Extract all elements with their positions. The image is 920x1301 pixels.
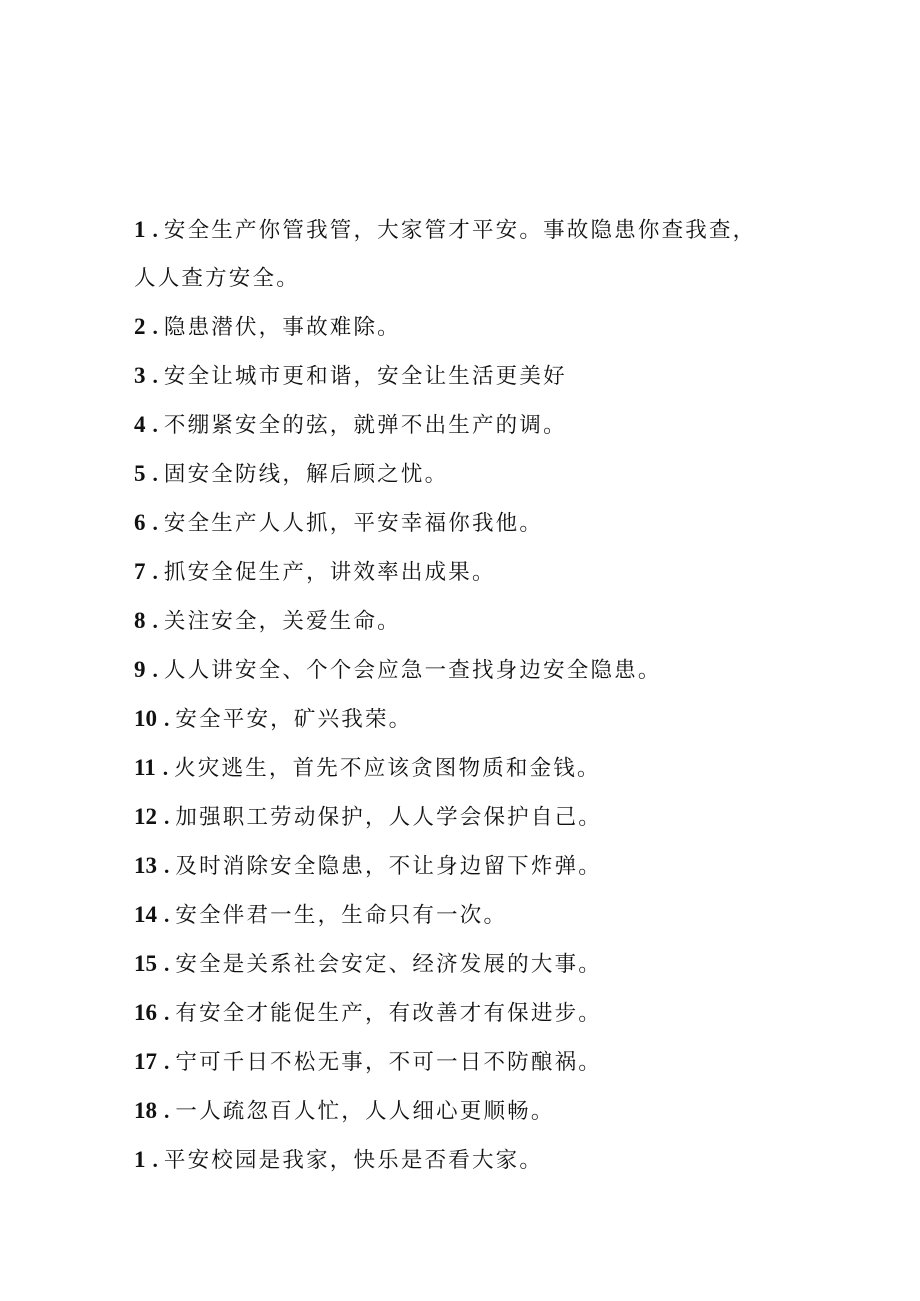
- list-item: [134, 793, 834, 842]
- item-number: 11: [134, 755, 156, 780]
- item-separator: .: [152, 1148, 158, 1172]
- item-text: 加强职工劳动保护，人人学会保护自己。: [175, 805, 602, 830]
- item-text: 平安校园是我家，快乐是否看大家。: [163, 1148, 544, 1173]
- list-item: [134, 989, 834, 1038]
- item-number: 2: [134, 314, 146, 339]
- item-number: 4: [134, 412, 146, 437]
- item-separator: .: [152, 364, 158, 388]
- item-text: 安全平安，矿兴我荣。: [175, 707, 413, 732]
- item-text: 关注安全，关爱生命。: [163, 609, 401, 634]
- list-item: [134, 695, 834, 744]
- item-text: 安全是关系社会安定、经济发展的大事。: [175, 952, 602, 977]
- item-number: 18: [134, 1098, 157, 1123]
- item-separator: .: [164, 1099, 170, 1123]
- slogan-list: [134, 206, 834, 1185]
- list-item: [134, 352, 834, 401]
- list-item: [134, 597, 834, 646]
- item-number: 5: [134, 461, 146, 486]
- list-item: [134, 940, 834, 989]
- item-separator: .: [152, 658, 158, 682]
- item-number: 9: [134, 657, 146, 682]
- item-number: 7: [134, 559, 146, 584]
- item-text: 有安全才能促生产，有改善才有保进步。: [175, 1001, 602, 1026]
- item-separator: .: [164, 1050, 170, 1074]
- list-item: [134, 646, 834, 695]
- item-text: 火灾逃生，首先不应该贪图物质和金钱。: [174, 756, 601, 781]
- item-number: 10: [134, 706, 157, 731]
- item-separator: .: [152, 413, 158, 437]
- item-separator: .: [164, 952, 170, 976]
- item-number: 1: [134, 1147, 146, 1172]
- list-item: [134, 548, 834, 597]
- list-item: [134, 1087, 834, 1136]
- item-text: 隐患潜伏，事故难除。: [163, 315, 401, 340]
- item-number: 17: [134, 1049, 157, 1074]
- item-text: 安全生产人人抓，平安幸福你我他。: [163, 511, 544, 536]
- list-item: [134, 206, 834, 303]
- item-text: 安全让城市更和谐，安全让生活更美好: [163, 364, 567, 389]
- list-item: [134, 1136, 834, 1185]
- item-text: 安全生产你管我管，大家管才平安。事故隐患你查我查，: [163, 218, 757, 243]
- item-number: 15: [134, 951, 157, 976]
- item-text: 及时消除安全隐患，不让身边留下炸弹。: [175, 854, 602, 879]
- item-separator: .: [152, 315, 158, 339]
- item-separator: .: [164, 707, 170, 731]
- list-item: [134, 450, 834, 499]
- item-number: 1: [134, 217, 146, 242]
- item-text: 不绷紧安全的弦，就弹不出生产的调。: [163, 413, 567, 438]
- item-text: 人人讲安全、个个会应急一查找身边安全隐患。: [163, 658, 662, 683]
- item-text: 宁可千日不松无事，不可一日不防酿祸。: [175, 1050, 602, 1075]
- item-text: 一人疏忽百人忙，人人细心更顺畅。: [175, 1099, 555, 1124]
- item-separator: .: [162, 756, 169, 780]
- item-separator: .: [164, 1001, 170, 1025]
- item-number: 8: [134, 608, 146, 633]
- item-separator: .: [164, 903, 170, 927]
- list-item: [134, 401, 834, 450]
- item-number: 13: [134, 853, 157, 878]
- item-number: 16: [134, 1000, 157, 1025]
- item-separator: .: [152, 511, 158, 535]
- list-item: [134, 303, 834, 352]
- item-separator: .: [152, 560, 158, 584]
- item-number: 12: [134, 804, 157, 829]
- item-separator: .: [164, 805, 170, 829]
- item-separator: .: [152, 609, 158, 633]
- list-item: [134, 499, 834, 548]
- list-item: [134, 1038, 834, 1087]
- item-text: 抓安全促生产，讲效率出成果。: [163, 560, 496, 585]
- item-text: 安全伴君一生，生命只有一次。: [175, 903, 508, 928]
- list-item: [134, 842, 834, 891]
- list-item: [134, 744, 834, 793]
- item-number: 3: [134, 363, 146, 388]
- item-separator: .: [164, 854, 170, 878]
- item-separator: .: [152, 218, 158, 242]
- item-number: 6: [134, 510, 146, 535]
- item-text: 固安全防线，解后顾之忧。: [163, 462, 449, 487]
- item-number: 14: [134, 902, 157, 927]
- item-text: 人人查方安全。: [134, 266, 300, 291]
- item-separator: .: [152, 462, 158, 486]
- list-item: [134, 891, 834, 940]
